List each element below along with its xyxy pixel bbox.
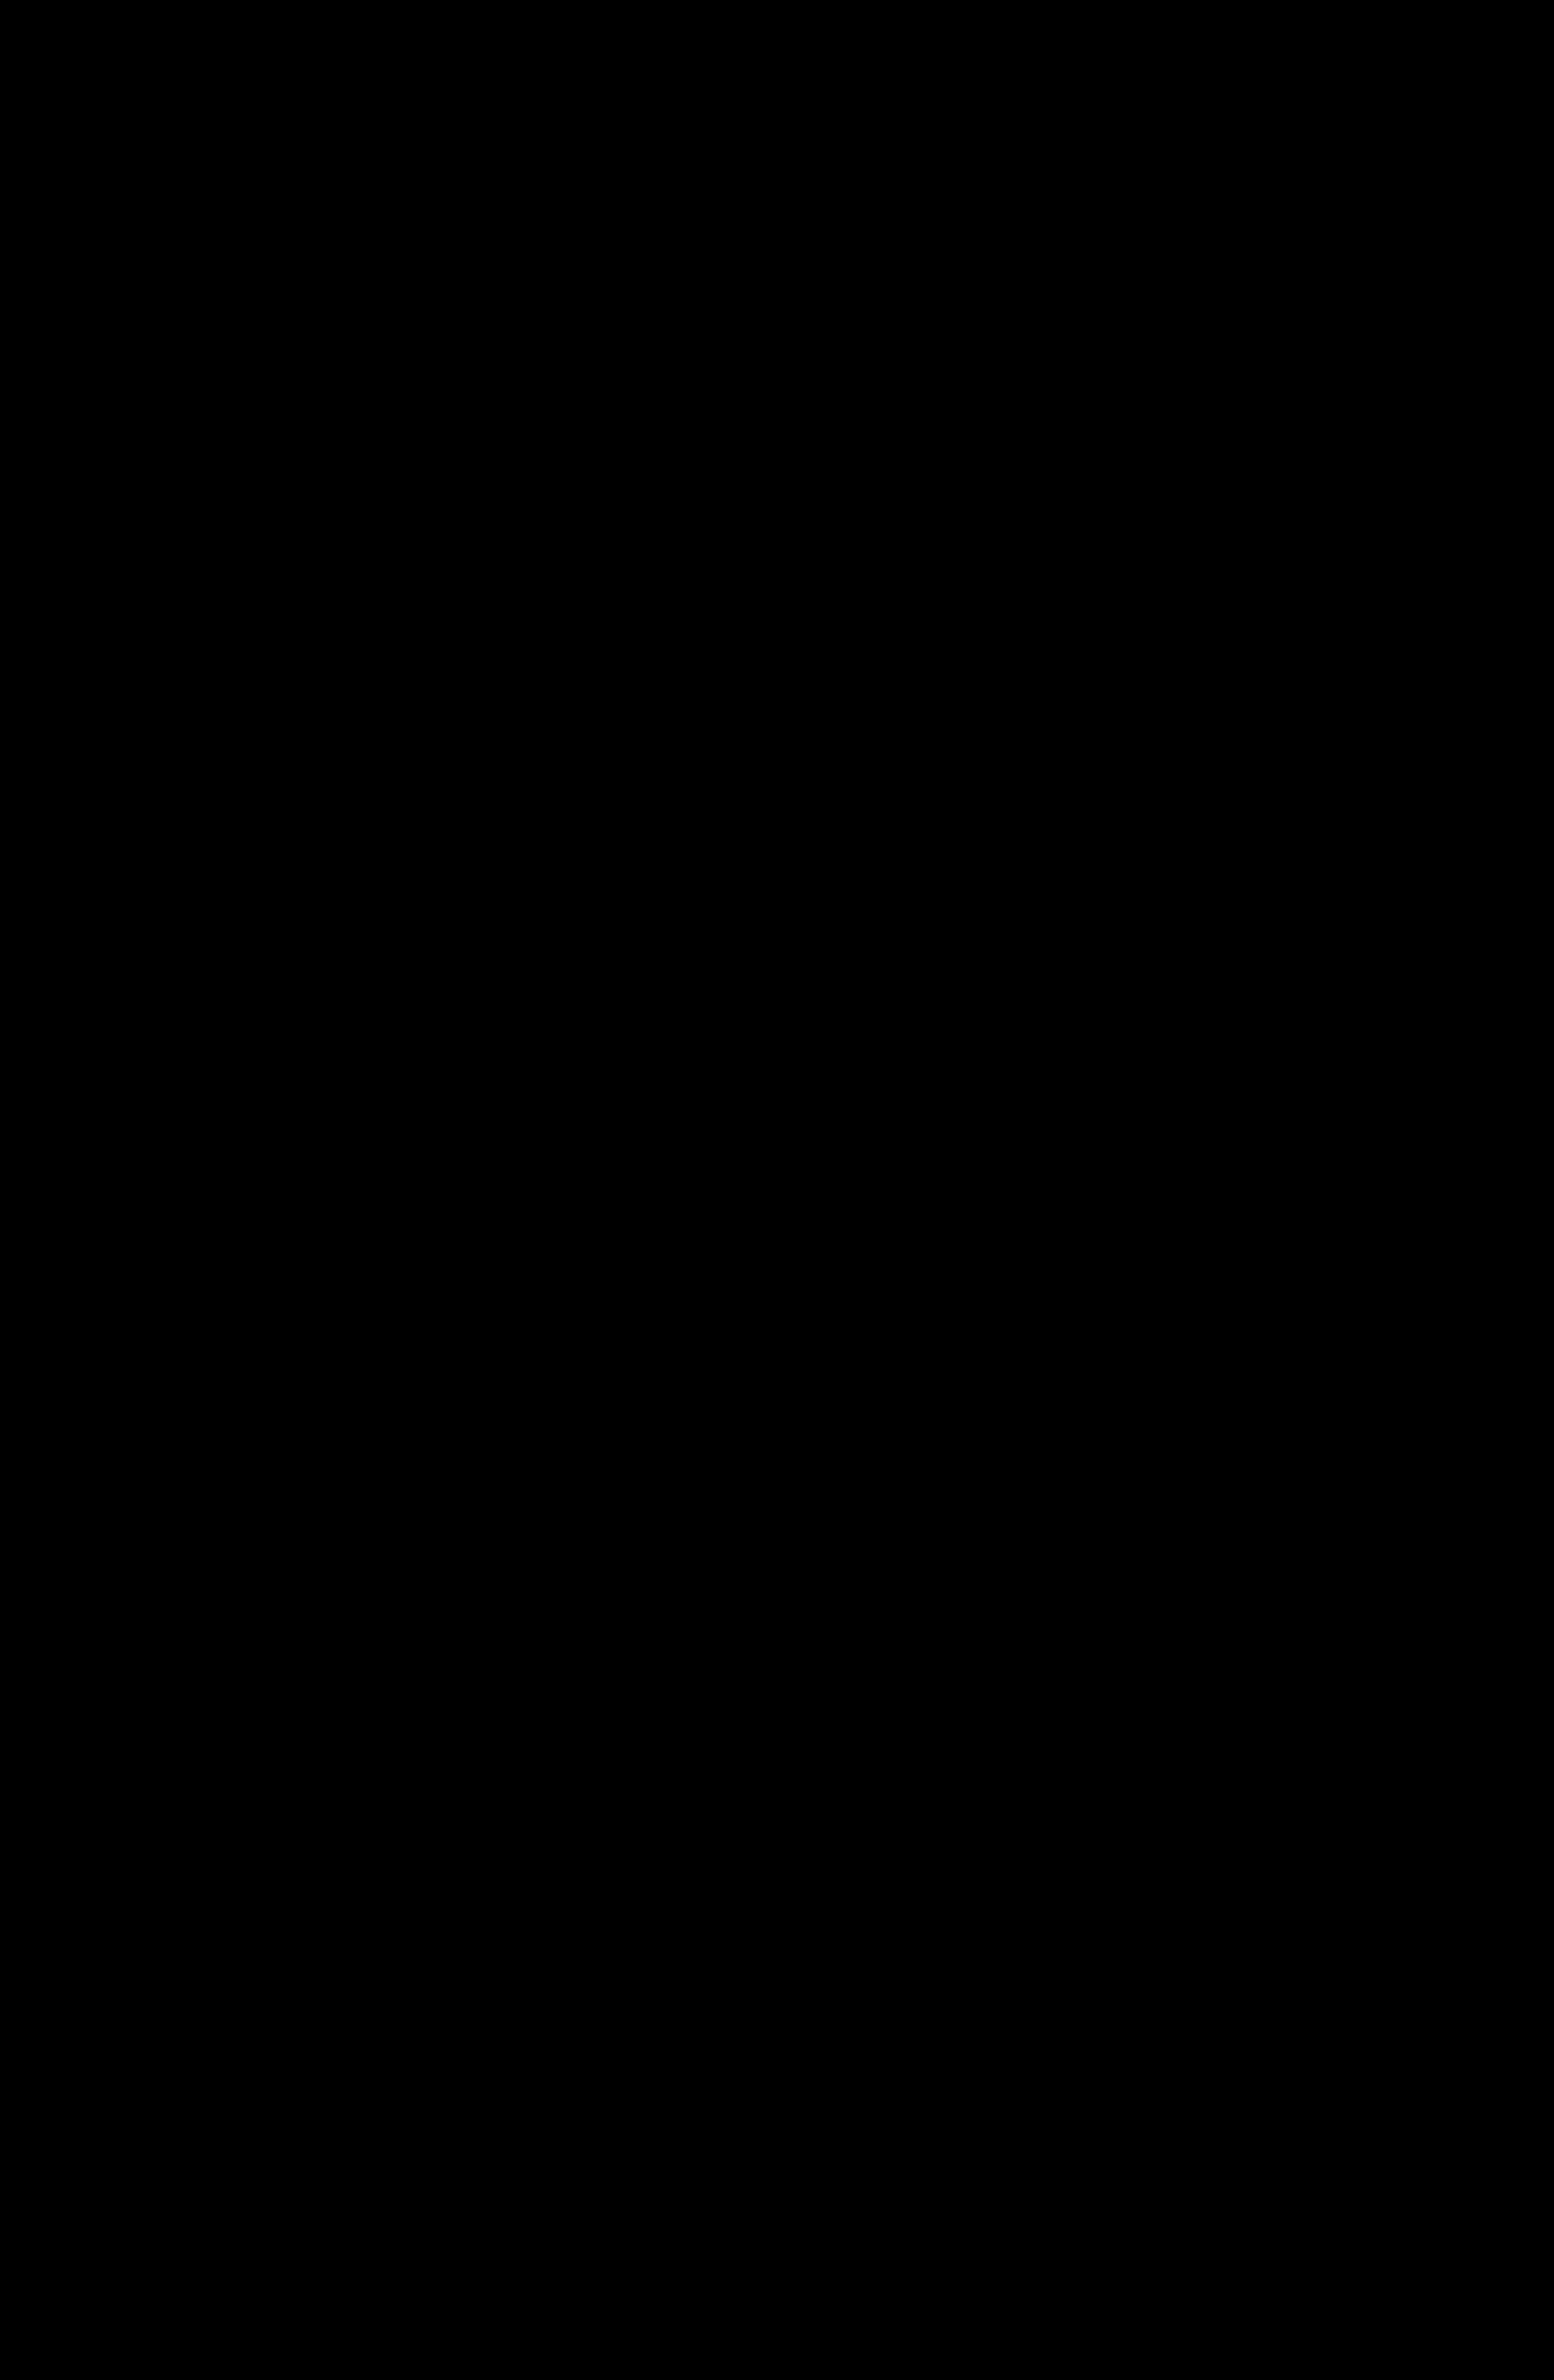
french-quote-text-a: « (…) étant Dieu parfait, il est devenu homme parfait : le fait d’être Dieu n’étant pas mis de côté par celui de devenir homme, ce qu’il n’était pas ; ni le fait de devenir ce qu’il n’était pas, un homme, n’étant empêché par le fait de demeurer ce qu’il était et est, Dieu. Mais plutôt, étant ceci il est devenu cela, confirmant chacun des deux, accréditant le divin et l’humain par des miracles divins et des souffrances humaines. Selon sa nature et son essence propres auprès du Père, il est incréé, invisible, incirconscriptible, inaltérable, immuable, impassible, incorruptible, immortel, créateur de toutes choses ; selon la nature de sa chair qui est aussi la nôtre, le même est créé, passible, circonscriptible, limité, mortel ( (265, 864, 1246, 1102)
section-title-initial: D (594, 328, 618, 365)
french-quote-reference: I2 (408, 1075, 428, 1102)
analysis-italic-term: demeurer (1195, 1397, 1314, 1433)
analysis-text: de toute éternité et (651, 1323, 905, 1359)
analysis-text: de chacune des natures, qui se manifeste dans la dialectique du (322, 1397, 1196, 1433)
footnote-number: 45. (196, 1842, 226, 1868)
analysis-text: (μεμενηκέναι) et du (196, 1435, 456, 1470)
analysis-greek-term: ὅπερ οὐκ ἦν (655, 1211, 823, 1247)
analysis-text: (γενέσθαι), et plus encore dans la série de termes décrivant, d’un côté la nature divine, de l’autre la nature humaine, définie comme son exact opposé, voire comme la négation de la première (196, 1435, 1314, 1544)
footnote-text: Les éléments s’opposent terme à terme : κτιστόν/ἄκτιστον, παθητόν/ἀπαθῆ, περιγραπτόν/ἀπερίγραφον, θνητόν/ἀθάνατον, et χωρητόν (« limité », dans le sens de « qui peut être contenu ») qui s’opposerait plus précisément à ἀόρατος, dans l’énumération initiale. Nous pouvons y ajouter les deux couples vus plus haut : ἁπλοῦς/σύνθετος (ce dernier caractérise à la fois l’hypostase composée du Christ après l’union, et l’homme en tant que composé d’une âme et d’un corps) et ἀσώματος/ἐνσώματος. (196, 1842, 1314, 1989)
paragraph-intro-text-b: d’une hypostase humaine) avant l’union hypostatique. Il poursuit sa confession en défendant la permanence de l’une et l’autre nature : (196, 419, 1315, 528)
page-number: 341 (1263, 206, 1314, 241)
paragraph-intro-text-a: Maxime a jusqu’à présent souligné fortement la divinité du Verbe incarné, et il s’est attaché à récuser toute forme de préexistence de l’humanité (et (196, 382, 1314, 454)
analysis-text: divin qui devient humain, sans s’unir à un homme préexistant ; c’est également une façon d’évoquer l’assomption par le Christ de l’écart même entre Dieu et l’homme, entre (196, 1248, 1314, 1359)
section-open-quote: « (577, 328, 594, 365)
section-close-quote: » (989, 328, 1006, 365)
analysis-italic-term: celui qui est (497, 1323, 652, 1359)
section-title-rest: IEU PARFAIT ET HOMME PARFAIT (617, 338, 990, 363)
section-heading (196, 325, 1314, 373)
paragraph-intro-italic: a fortiori (989, 419, 1103, 454)
analysis-text: . Cependant, la divinité n’empêche pas (κωλύω) le (196, 1509, 1314, 1581)
footnote-45 (196, 1841, 1314, 1991)
analysis-italic-term: devenir homme (228, 1546, 422, 1581)
analysis-text: (τὸ ἄνθρωπον γενέσθαι) du Verbe… Cette divinité est décrite comme une manière d’être « auprès du Père », qui accompagne le Fils tout au long de son Incarnation : la dernière phrase de la confession dira que « la gloire divine de son (196, 1546, 1314, 1656)
analysis-text: et (604, 1211, 656, 1247)
french-block-quote (265, 863, 1246, 1104)
analysis-greek-term: ὅπερ ἦν καὶ ἔστι (377, 1211, 604, 1247)
paragraph-analysis (196, 1174, 1314, 1658)
analysis-text: L’asymétrie des deux natures est clairement affirmée par Maxime, par l’opposition répétée entre (196, 1174, 1314, 1247)
section-dash: – (553, 328, 570, 365)
analysis-italic-term: celui qui n’est pas (904, 1323, 1137, 1359)
analysis-italic-term: perfection (196, 1397, 323, 1433)
analysis-italic-term: sujet (442, 1248, 502, 1284)
analysis-text: : c’est une manière de souligner de nouveau l’unité du (196, 1211, 1314, 1284)
analysis-text: , s’il n’est pas sans cesse créé et conservé par la grâce divine. Ceci posé, peut être défendue la (196, 1323, 1315, 1396)
running-header (196, 202, 1314, 245)
section-numeral: III. (503, 328, 545, 365)
french-quote-text-b: , 468B-C ; p. 124-125). » (428, 1075, 670, 1102)
analysis-italic-term: devenir (456, 1435, 550, 1470)
footnote-reference[interactable]: 45 (693, 1509, 712, 1530)
running-title: LA CONFESSION DE FOI DE MAXIME LE CONFESSEUR (196, 206, 1016, 241)
paragraph-intro (196, 382, 1314, 530)
greek-block-quote: (ἔφασαν) καὶ τέλειον ὄντα Θεὸν γενέσθαι τέλειον ἄνθρωπον· μήτε τὸ Θεὸς εἶναι ἀποθέμενον διὰ τὸ γενέσθαι ἄνθρωπον, ὅπερ οὐκ ἦν· μήτε κωλυθέντα γενέσθαι ὅπερ οὐκ ἦν, ἄνθρωπον, διὰ τὸ μεμενηκέναι ὅπερ ἦν καὶ ἔστι, Θεός· ἀλλὰ τοῦτο ὄντα, κἀκεῖνο γενέσθαι, ἑκάτερόν τε ἀποληθεύοντα, τὸ θεῖον ὁμοῦ καὶ ἀνθρώπινον πιστοῦσθαι θαύμασι θείοις καὶ παθήμασιν ἀνθρωπίνοις· καὶ κατὰ μὲν τὴν ἑαυτοῦ πρὸς τὸν Πατέραν φύσιν τε καὶ οὐσίαν, ἄκτιστον, ἀόρατον, ἀπερίγραφον, ἀναλλοίωτον, ἄτρεπτον, ἀπαθῆ, ἄφθαρτον, ἀθάνατον, δημιουργὸν τῶν ἁπάντων· κατὰ δὲ τὴν τῆς σαρκὸς αὐτοῦ φύσιν καὶ ὑμετέραν, τὸν αὐτὸν κτιστόν, παθητόν, περιγραπτόν, χωρητόν, θνητόν. (265, 530, 1246, 738)
